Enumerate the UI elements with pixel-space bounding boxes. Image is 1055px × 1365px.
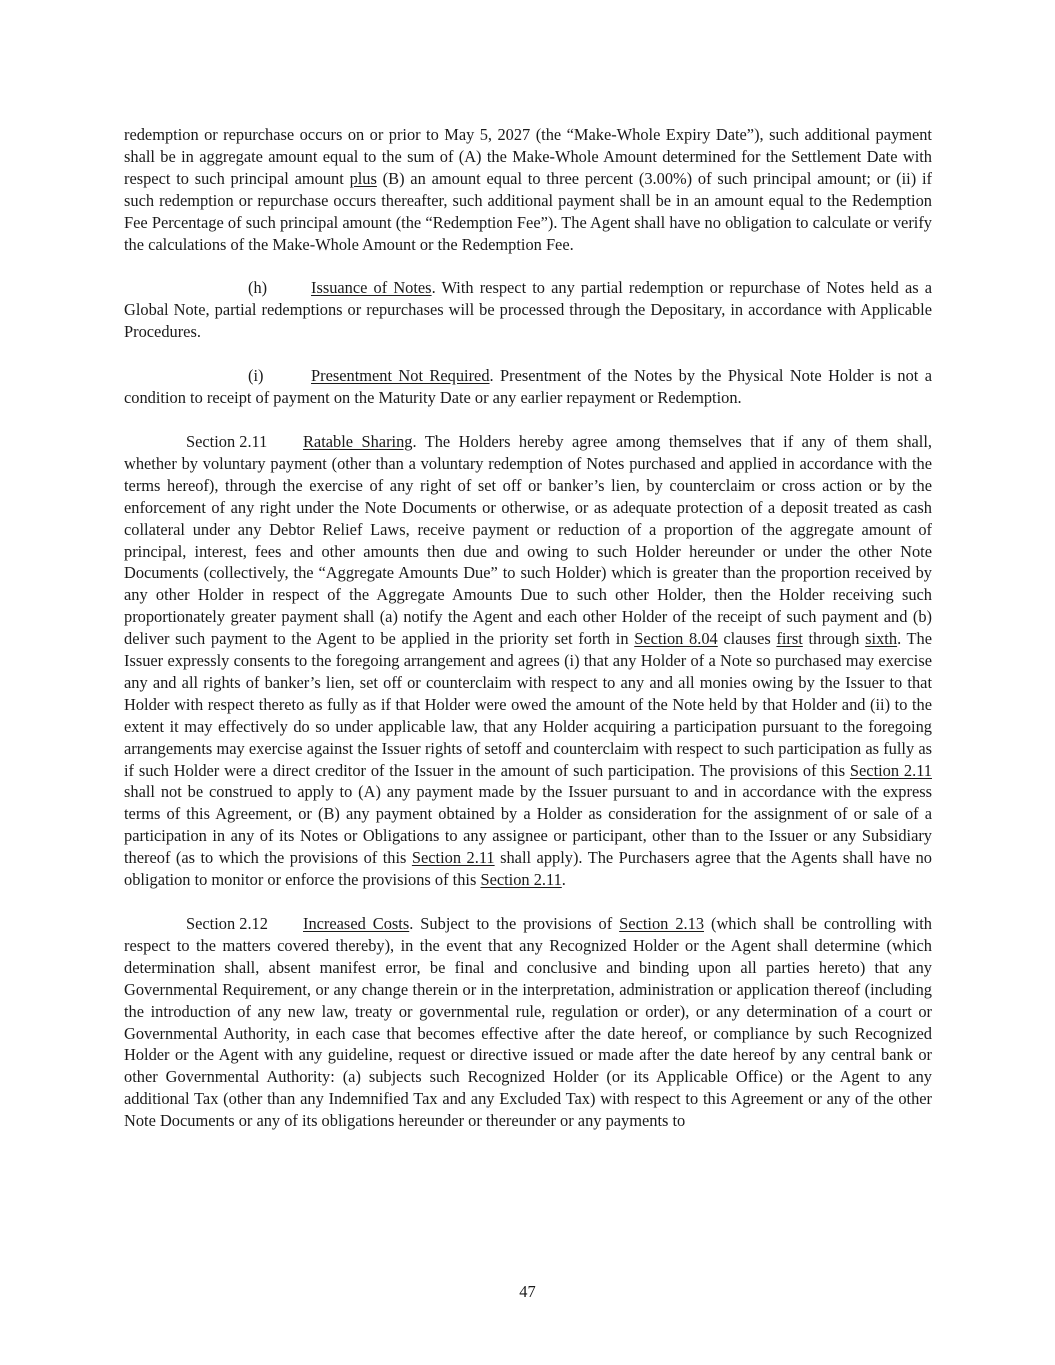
text: (B) an amount equal to three percent (3.00%) of such principal amount; or (ii) if such redemption or repurchase occurs thereafter, such additional payment shall be in an amount equal to the Redemption Fee Percentage of such principal amount (the “Redemption Fee”). The Agent shall have no obligation to calculate or verify the calculations of the Make-Whole Amount or the Redemption Fee. [124,168,932,254]
section-heading: Ratable Sharing [303,431,413,451]
text: redemption or repurchase occurs on or prior to May 5, 2027 (the “Make-Whole Expiry Date”), such additional payment shall be in aggregate amount equal to the sum of (A) the Make-Whole Amount determined for the Settlement Date with respect to such principal amount [124,125,932,188]
page-number: 47 [519,1282,536,1301]
text: . The Holders hereby agree among themselves that if any of them shall, whether by voluntary payment (other than a voluntary redemption of Notes purchased and applied in accordance with the terms hereof), through the exercise of any right of set off or banker’s lien, by counterclaim or cross action or by the enforcement of any right under the Note Documents or otherwise, or as adequate protection of a deposit treated as cash collateral under any Debtor Relief Laws, receive payment or reduction of a proportion of the aggregate amount of principal, interest, fees and other amounts then due and owing to such Holder hereunder or under the other Note Documents (collectively, the “Aggregate Amounts Due” to such Holder) which is greater than the proportion received by any other Holder in respect of the Aggregate Amounts Due to such other Holder, then the Holder receiving such proportionately greater payment shall (a) notify the Agent and each other Holder of the receipt of such payment and (b) deliver such payment to the Agent to be applied in the priority set forth in [124,431,932,649]
text: shall not be construed to apply to (A) any payment made by the Issuer pursuant to and in accordance with the express terms of this Agreement, or (B) any payment obtained by a Holder as consideration for the assignment of or sale of a participation in any of its Notes or Obligations to any assignee or participant, other than to the Issuer or any Subsidiary thereof (as to which the provisions of this [124,782,932,868]
clause-heading: Presentment Not Required [311,366,490,386]
text: clauses [717,629,777,649]
text: . With respect to any partial redemption or repurchase of Notes held as a Global Note, partial redemptions or repurchases will be processed through the Depositary, in accordance with Applicable Procedures. [124,278,932,342]
cross-reference: Section 8.04 [634,629,718,649]
text: shall apply). The Purchasers agree that the Agents shall have no obligation to monitor or enforce the provisions of this [124,848,932,890]
text: through [802,629,866,649]
paragraph-issuance-of-notes [124,277,932,343]
clause-label: (h) [248,278,268,298]
underlined-term: first [776,629,803,649]
section-label: Section 2.11 [186,431,268,451]
clause-label: (i) [248,366,264,386]
paragraph-redemption-continuation [124,124,932,255]
text: . [561,870,566,890]
underlined-term: sixth [865,629,898,649]
section-2-11-ratable-sharing [124,431,932,891]
underlined-term-plus: plus [349,168,377,188]
cross-reference: Section 2.11 [480,870,562,890]
text: (which shall be controlling with respect to the matters covered thereby), in the event that any Recognized Holder or the Agent shall determine (which determination shall, absent manifest error, be final and conclusive and binding upon all parties hereto) that any Governmental Requirement, or any change therein or in the interpretation, administration or application thereof (including the introduction of any new law, treaty or governmental rule, regulation or order), or any determination of a court or Governmental Authority, in each case that becomes effective after the date hereof, or compliance by such Recognized Holder or the Agent with any guideline, request or directive issued or made after the date hereof by any central bank or other Governmental Authority: (a) subjects such Recognized Holder (or its Applicable Office) or the Agent to any additional Tax (other than any Indemnified Tax and any Excluded Tax) with respect to this Agreement or any of the other Note Documents or any of its obligations hereunder or thereunder or any payments to [124,914,932,1131]
cross-reference: Section 2.11 [411,848,495,868]
text: . The Issuer expressly consents to the foregoing arrangement and agrees (i) that any Holder of a Note so purchased may exercise any and all rights of banker’s lien, set off or counterclaim with respect to any and all monies owing by the Issuer to that Holder with respect thereto as fully as if that Holder were owed the amount of the Note held by that Holder and (ii) to the extent it may effectively do so under applicable law, that any Holder acquiring a participation pursuant to the foregoing arrangements may exercise against the Issuer rights of setoff and counterclaim with respect to such participation as fully as if such Holder were a direct creditor of the Issuer in the amount of such participation. The provisions of this [124,629,933,780]
paragraph-presentment-not-required [124,365,932,409]
document-page [124,124,932,1154]
section-label: Section 2.12 [186,914,268,933]
cross-reference: Section 2.11 [849,760,932,780]
text: . Presentment of the Notes by the Physical Note Holder is not a condition to receipt of payment on the Maturity Date or any earlier repayment or Redemption. [124,366,933,408]
section-heading: Increased Costs [303,914,410,933]
cross-reference: Section 2.13 [619,914,705,933]
text: . Subject to the provisions of [409,914,620,933]
section-2-12-increased-costs [124,913,932,1132]
clause-heading: Issuance of Notes [311,278,432,298]
